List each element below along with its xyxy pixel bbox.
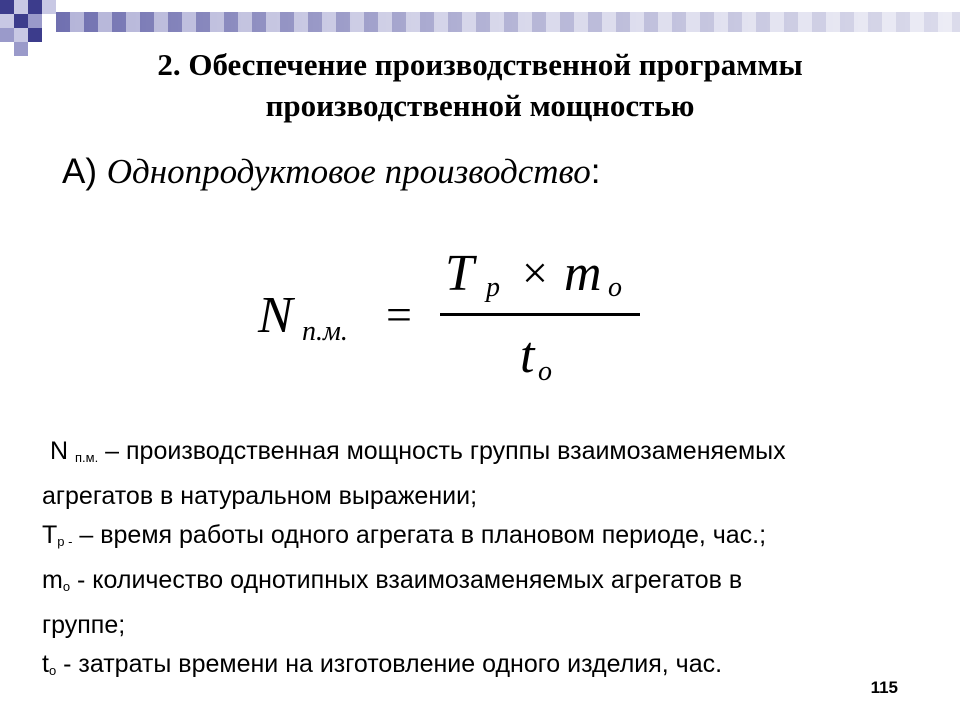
definition-row: [42, 477, 922, 516]
formula-lhs: N: [258, 287, 293, 344]
definition-symbol: Т: [42, 521, 58, 549]
definition-text: - затраты времени на изготовление одного изделия, час.: [56, 650, 723, 678]
subtitle-suffix: :: [590, 152, 601, 191]
formula-times: ×: [522, 247, 548, 298]
subtitle-text: Однопродуктовое производство: [106, 152, 591, 191]
definition-row: [42, 432, 922, 477]
formula-num-m-sub: о: [608, 272, 622, 303]
definition-symbol: t: [42, 650, 49, 678]
page-number: 115: [870, 678, 898, 697]
definitions-list: [42, 432, 922, 690]
definition-text: агрегатов в натуральном выражении;: [42, 482, 478, 510]
formula-den-t: t: [520, 327, 535, 384]
title-line-2: производственной мощностью: [265, 88, 695, 123]
formula-num-t-sub: р: [486, 272, 500, 303]
capacity-formula: [250, 240, 670, 400]
definition-text: – время работы одного агрегата в плановом периоде, час.;: [72, 521, 767, 549]
definition-row: [42, 516, 922, 561]
definition-symbol: N: [50, 437, 69, 465]
definition-row: [42, 645, 922, 690]
definition-symbol: m: [42, 566, 63, 594]
definition-text: – производственная мощность группы взаимозаменяемых: [98, 437, 786, 465]
definition-row: [42, 606, 922, 645]
definition-text: группе;: [42, 611, 126, 639]
title-line-1: 2. Обеспечение производственной программы: [157, 47, 803, 82]
slide-title: [0, 44, 960, 126]
definition-subscript: о: [62, 579, 71, 594]
definition-subscript: р -: [57, 534, 73, 549]
subtitle-prefix: А): [62, 152, 107, 191]
fraction-line: [440, 313, 640, 316]
formula-den-t-sub: о: [538, 356, 552, 387]
formula-equals: =: [386, 289, 412, 340]
formula-num-m: m: [564, 245, 602, 302]
definition-subscript: о: [48, 663, 57, 678]
definition-row: [42, 561, 922, 606]
subtitle: [62, 152, 601, 192]
definition-text: - количество однотипных взаимозаменяемых агрегатов в: [70, 566, 743, 594]
formula-num-t: T: [445, 245, 474, 302]
definition-subscript: п.м.: [75, 450, 99, 465]
formula-lhs-sub: п.м.: [302, 316, 348, 347]
